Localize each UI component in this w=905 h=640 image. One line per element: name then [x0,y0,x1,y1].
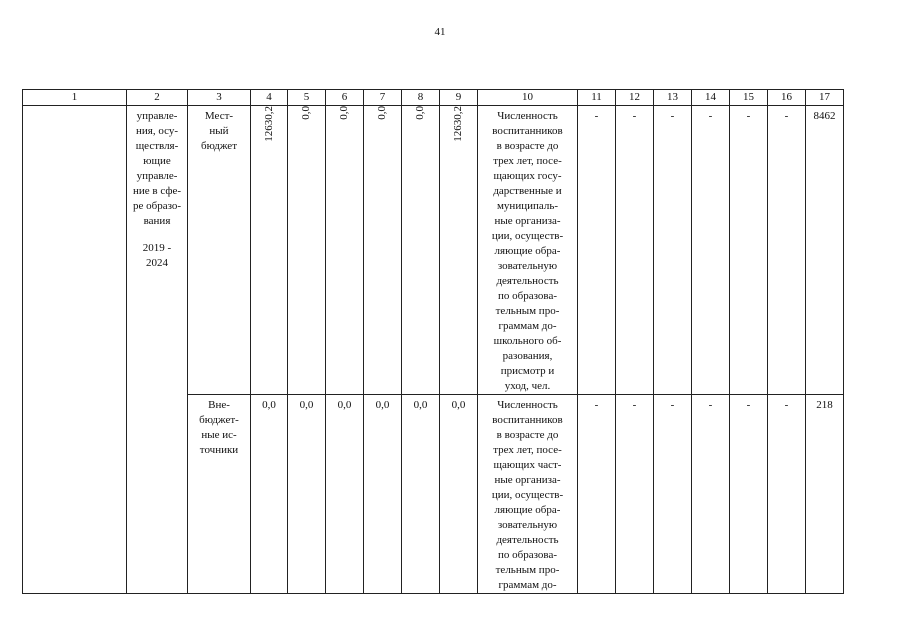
indicator-line: трех лет, посе- [493,155,562,167]
indicator-line: деятельность [496,275,559,287]
column-header: 5 [288,90,326,106]
indicator-line: в возрасте до [496,429,559,441]
column-header: 11 [578,90,616,106]
indicator-line: Численность [497,399,558,411]
cell-amount [440,106,478,395]
column-header: 13 [654,90,692,106]
indicator-line: разования, [502,350,553,362]
cell-year-value: - [692,106,730,395]
indicator-line: тельным про- [495,305,560,317]
cell-year-value: - [768,106,806,395]
amount-value: 0,0 [414,106,426,120]
cell-year-value: - [654,106,692,395]
indicator-line: зовательную [497,260,558,272]
executor-line: управле- [136,110,178,122]
years-line: 2024 [146,257,168,269]
indicator-line: ции, осуществ- [491,489,564,501]
cell-indicator [478,106,578,395]
executor-line: ществля- [135,140,179,152]
indicator-line: ляющие обра- [494,245,561,257]
indicator-line: тельным про- [495,564,560,576]
column-header: 4 [251,90,288,106]
column-header: 14 [692,90,730,106]
indicator-line: граммам до- [498,579,557,591]
indicator-line: ные организа- [494,215,561,227]
source-line: точники [199,444,239,456]
column-header: 8 [402,90,440,106]
cell-amount [326,106,364,395]
indicator-line: муниципаль- [496,200,559,212]
cell-amount [402,106,440,395]
column-header: 6 [326,90,364,106]
amount-value: 0,0 [338,106,350,120]
cell-year-value: - [768,395,806,594]
cell-target-value: 218 [806,395,844,594]
indicator-line: Численность [497,110,558,122]
cell-amount: 0,0 [326,395,364,594]
table-row-local-budget [23,106,844,395]
column-number-row [23,90,844,106]
source-line: бюджет- [199,414,239,426]
cell-col1 [23,106,127,594]
indicator-line: деятельность [496,534,559,546]
executor-line: ния, осу- [135,125,178,137]
source-line: Вне- [208,399,230,411]
column-header: 9 [440,90,478,106]
column-header: 7 [364,90,402,106]
executor-line: ющие [143,155,171,167]
indicator-line: воспитанников [492,125,563,137]
cell-year-value: - [616,106,654,395]
cell-amount [364,106,402,395]
column-header: 10 [478,90,578,106]
indicator-line: школьного об- [493,335,562,347]
cell-amount: 0,0 [251,395,288,594]
indicator-line: по образова- [498,290,557,302]
indicator-line: воспитанников [492,414,563,426]
cell-funding-source [188,395,251,594]
column-header: 2 [127,90,188,106]
column-header: 1 [23,90,127,106]
executor-line: управле- [136,170,178,182]
cell-funding-source [188,106,251,395]
cell-year-value: - [616,395,654,594]
amount-value: 12630,2 [452,106,464,142]
cell-amount [251,106,288,395]
indicator-line: трех лет, посе- [493,444,562,456]
cell-year-value: - [730,395,768,594]
indicator-line: присмотр и [500,365,555,377]
cell-target-value: 8462 [806,106,844,395]
cell-amount: 0,0 [402,395,440,594]
source-line: ные ис- [201,429,237,441]
indicator-line: в возрасте до [496,140,559,152]
cell-year-value: - [654,395,692,594]
indicator-line: ляющие обра- [494,504,561,516]
executor-line: ние в сфе- [132,185,182,197]
amount-value: 12630,2 [262,106,275,142]
indicator-line: дарственные и [493,185,562,197]
cell-amount: 0,0 [440,395,478,594]
indicator-line: зовательную [497,519,558,531]
cell-amount: 0,0 [288,395,326,594]
cell-amount [288,106,326,395]
indicator-line: граммам до- [498,320,557,332]
indicator-line: по образова- [498,549,557,561]
column-header: 16 [768,90,806,106]
indicator-line: уход, чел. [504,380,551,392]
source-line: ный [209,125,229,137]
indicator-line: ции, осуществ- [491,230,564,242]
cell-year-value: - [730,106,768,395]
cell-indicator [478,395,578,594]
indicator-line: ные организа- [494,474,561,486]
indicator-line: щающих част- [493,459,562,471]
source-line: бюджет [201,140,237,152]
program-table [22,89,844,594]
executor-line: ре образо- [132,200,182,212]
years-line: 2019 - [142,242,172,254]
column-header: 3 [188,90,251,106]
cell-year-value: - [692,395,730,594]
column-header: 17 [806,90,844,106]
column-header: 12 [616,90,654,106]
amount-value: 0,0 [376,106,388,120]
cell-year-value: - [578,395,616,594]
source-line: Мест- [204,110,234,122]
page-number: 41 [434,26,446,38]
amount-value: 0,0 [300,106,312,120]
cell-amount: 0,0 [364,395,402,594]
cell-year-value: - [578,106,616,395]
indicator-line: щающих госу- [493,170,562,182]
column-header: 15 [730,90,768,106]
executor-line: вания [143,215,171,227]
cell-executor [127,106,188,594]
